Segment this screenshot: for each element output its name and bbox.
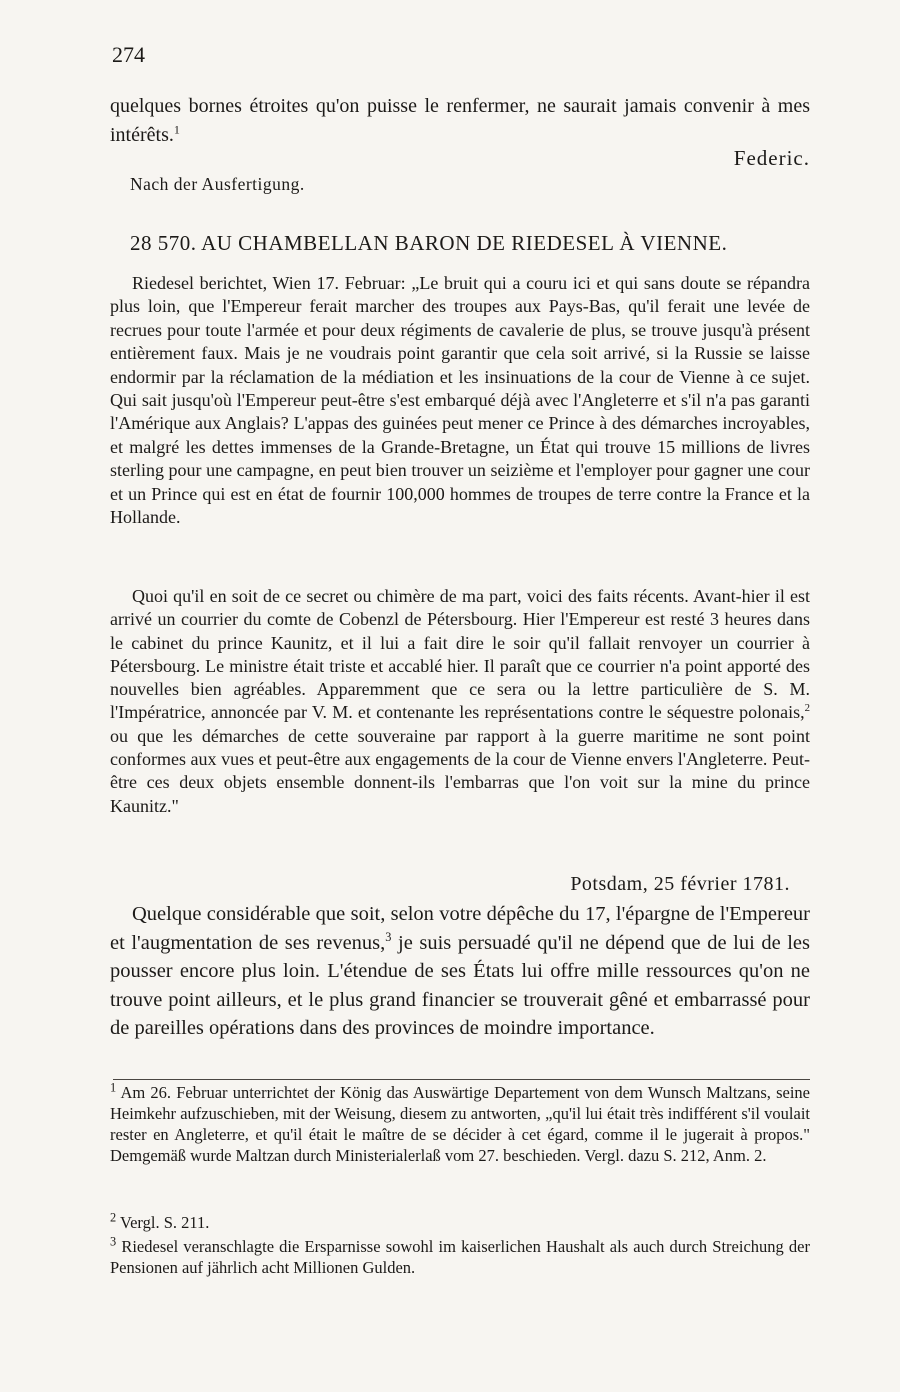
footnote-2-text: Vergl. S. 211. — [120, 1213, 210, 1232]
footnote-divider — [113, 1079, 810, 1080]
opening-paragraph-text: quelques bornes étroites qu'on puisse le renfermer, ne saurait jamais convenir à mes intérêts. — [110, 95, 810, 146]
footnote-3-text: Riedesel veranschlagte die Ersparnisse sowohl im kaiserlichen Haushalt als auch durch Streichung der Pensionen auf jährlich acht Millionen Gulden. — [110, 1237, 810, 1277]
footnote-ref-1: 1 — [173, 122, 180, 137]
letter-paragraph-text-b: je suis persuadé qu'il ne dépend que de lui de les pousser encore plus loin. L'étendue de ses États lui offre mille ressources qu'on ne trouve point ailleurs, et le plus grand financier se trouverait gêné et embarrassé pour de pareilles opérations dans des provinces de moindre importance. — [110, 931, 811, 1039]
page-number: 274 — [112, 42, 145, 67]
report-paragraph-2 — [110, 585, 810, 818]
footnote-1 — [110, 1082, 810, 1166]
footnote-1-text: Am 26. Februar unterrichtet der König das Auswärtige Departement von dem Wunsch Maltzans, seine Heimkehr aufzuschieben, mit der Weisung, diesem zu antworten, „qu'il lui était très indifférent s'il voulait rester en Angleterre, et qu'il était le maître de se décider à cet égard, comme il le jugerait à propos." Demgemäß wurde Maltzan durch Ministerialerlaß vom 27. beschieden. Vergl. dazu S. 212, Anm. 2. — [110, 1083, 811, 1165]
footnote-3 — [110, 1236, 810, 1278]
footnote-1-mark: 1 — [110, 1080, 117, 1095]
footnote-2 — [110, 1212, 810, 1233]
opening-paragraph — [110, 92, 810, 150]
document-heading: 28 570. AU CHAMBELLAN BARON DE RIEDESEL À VIENNE. — [130, 231, 728, 255]
footnote-2-mark: 2 — [110, 1210, 117, 1225]
footnote-ref-3: 3 — [385, 929, 392, 944]
letter-paragraph — [110, 900, 810, 1043]
signature: Federic. — [733, 146, 810, 170]
report-paragraph-1-text: Riedesel berichtet, Wien 17. Februar: „Le bruit qui a couru ici et qui sans doute se répandra plus loin, que l'Empereur ferait marcher des troupes aux Pays-Bas, qu'il ferait une levée de recrues pour toute l'armée et pour deux régiments de cavalerie de plus, se trouve jusqu'à présent entièrement faux. Mais je ne voudrais point garantir que cela soit arrivé, si la Russie se laisse endormir par la réclamation de la médiation et les insinuations de la cour de Vienne à ce sujet. Qui sait jusqu'où l'Empereur peut-être s'est embarqué déjà avec l'Angleterre et s'il n'a pas garanti l'Amérique aux Anglais? L'appas des guinées peut mener ce Prince à des démarches incroyables, et malgré les dettes immenses de la Grande-Bretagne, un État qui trouve 15 millions de livres sterling pour une campagne, en peut bien trouver un seizième et l'employer pour gagner une cour et un Prince qui est en état de fournir 100,000 hommes de troupes de terre contre la France et la Hollande. — [110, 273, 810, 528]
letter-paragraph-text-a: Quelque considérable que soit, selon votre dépêche du 17, l'épargne de l'Empereur et l'augmentation de ses revenus, — [110, 903, 810, 954]
report-paragraph-2-text-a: Quoi qu'il en soit de ce secret ou chimère de ma part, voici des faits récents. Avant-hier il est arrivé un courrier du comte de Cobenzl de Pétersbourg. Hier l'Empereur est resté 3 heures dans le cabinet du prince Kaunitz, et il lui a fait dire le soir qu'il fallait renvoyer un courrier à Pétersbourg. Le ministre était triste et accablé hier. Il paraît que ce courrier n'a point apporté des nouvelles bien agréables. Apparemment que ce sera ou la lettre particulière de S. M. l'Impératrice, annoncée par V. M. et contenante les représentations contre le séquestre polonais, — [110, 586, 810, 723]
footnote-3-mark: 3 — [110, 1234, 117, 1249]
source-note: Nach der Ausfertigung. — [130, 174, 305, 194]
report-paragraph-1 — [110, 272, 810, 529]
dateline: Potsdam, 25 février 1781. — [570, 873, 790, 895]
report-paragraph-2-text-b: ou que les démarches de cette souveraine par rapport à la guerre maritime ne sont point conformes aux vues et peut-être aux engagements de la cour de Vienne envers l'Angleterre. Peut-être ces deux objets ensemble donnent-ils l'embarras que l'on voit sur la mine du prince Kaunitz." — [110, 725, 810, 816]
footnote-ref-2: 2 — [804, 702, 810, 715]
